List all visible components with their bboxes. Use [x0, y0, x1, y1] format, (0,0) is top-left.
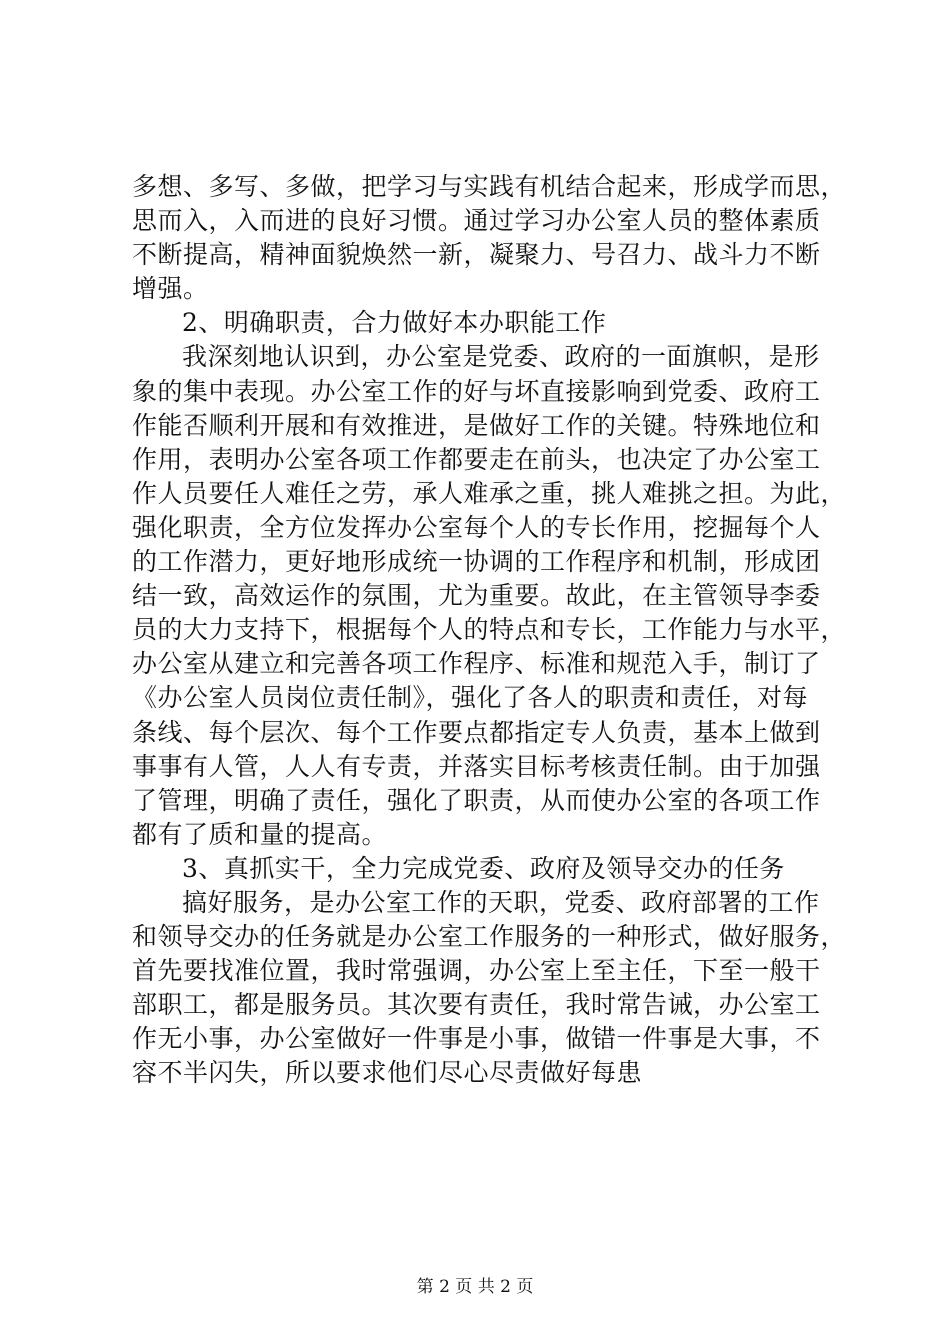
text-line: 象的集中表现。办公室工作的好与坏直接影响到党委、政府工 — [132, 376, 821, 406]
text-line: 部职工，都是服务员。其次要有责任，我时常告诫，办公室工 — [132, 990, 821, 1020]
text-line: 作无小事，办公室做好一件事是小事，做错一件事是大事，不 — [132, 1024, 821, 1054]
text-line: 和领导交办的任务就是办公室工作服务的一种形式，做好服务， — [132, 922, 847, 952]
text-line: 2、明确职责，合力做好本办职能工作 — [182, 308, 607, 338]
text-line: 了管理，明确了责任，强化了职责，从而使办公室的各项工作 — [132, 785, 821, 815]
text-line: 多想、多写、多做，把学习与实践有机结合起来，形成学而思， — [132, 172, 847, 201]
text-line: 首先要找准位置，我时常强调，办公室上至主任，下至一般干 — [132, 956, 821, 986]
text-line: 我深刻地认识到，办公室是党委、政府的一面旗帜，是形 — [182, 342, 820, 372]
text-line: 《办公室人员岗位责任制》，强化了各人的职责和责任，对每 — [132, 683, 809, 713]
document-body — [132, 170, 847, 1091]
text-line: 的工作潜力，更好地形成统一协调的工作程序和机制，形成团 — [132, 547, 821, 577]
text-line: 事事有人管，人人有专责，并落实目标考核责任制。由于加强 — [132, 751, 821, 781]
text-line: 3、真抓实干，全力完成党委、政府及领导交办的任务 — [182, 853, 785, 883]
page-footer: 第 2 页 共 2 页 — [416, 1277, 534, 1297]
text-line: 作能否顺利开展和有效推进，是做好工作的关键。特殊地位和 — [132, 410, 821, 440]
text-line: 容不半闪失，所以要求他们尽心尽责做好每患 — [132, 1058, 643, 1088]
text-line: 员的大力支持下，根据每个人的特点和专长，工作能力与水平， — [132, 615, 847, 645]
text-line: 搞好服务，是办公室工作的天职，党委、政府部署的工作 — [182, 887, 820, 917]
text-line: 条线、每个层次、每个工作要点都指定专人负责，基本上做到 — [132, 717, 821, 747]
text-line: 作人员要任人难任之劳，承人难承之重，挑人难挑之担。为此， — [132, 478, 847, 508]
text-line: 思而入，入而进的良好习惯。通过学习办公室人员的整体素质 — [132, 206, 821, 236]
text-line: 作用，表明办公室各项工作都要走在前头，也决定了办公室工 — [132, 444, 821, 474]
text-line: 强化职责，全方位发挥办公室每个人的专长作用，挖掘每个人 — [132, 512, 821, 542]
text-line: 办公室从建立和完善各项工作程序、标准和规范入手，制订了 — [132, 649, 821, 679]
text-line: 不断提高，精神面貌焕然一新，凝聚力、号召力、战斗力不断 — [132, 240, 821, 270]
text-line: 都有了质和量的提高。 — [132, 819, 388, 849]
text-line: 增强。 — [132, 274, 209, 304]
text-line: 结一致，高效运作的氛围，尤为重要。故此，在主管领导李委 — [132, 581, 821, 611]
